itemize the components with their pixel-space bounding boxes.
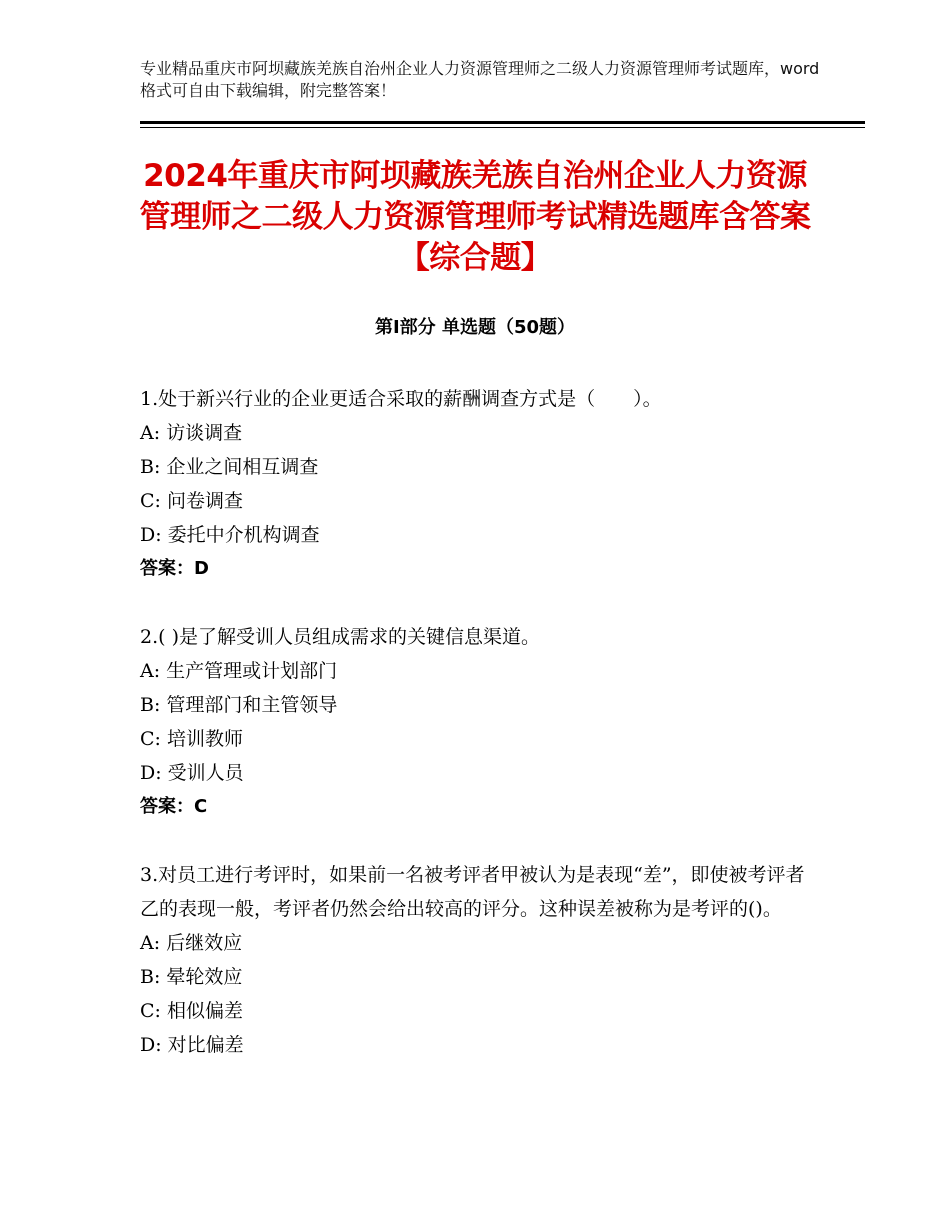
option-c: C: 问卷调查 — [140, 490, 243, 512]
option-d: D: 对比偏差 — [140, 1034, 244, 1056]
header-rule-thick — [140, 121, 865, 124]
question-stem: 2.( )是了解受训人员组成需求的关键信息渠道。 — [140, 626, 540, 648]
option-d: D: 受训人员 — [140, 762, 244, 784]
option-d: D: 委托中介机构调查 — [140, 524, 320, 546]
header-rule-thin — [140, 127, 865, 128]
section-title: 第Ⅰ部分 单选题（50题） — [374, 317, 575, 338]
question-3 — [140, 858, 820, 1062]
question-list — [140, 382, 820, 1096]
answer: 答案：D — [140, 558, 209, 579]
answer: 答案：C — [140, 796, 208, 817]
question-stem: 3.对员工进行考评时，如果前一名被考评者甲被认为是表现“差”，即使被考评者乙的表现一般，考评者仍然会给出较高的评分。这种误差被称为是考评的()。 — [140, 864, 805, 920]
question-1 — [140, 382, 820, 586]
option-a: A: 访谈调查 — [140, 422, 243, 444]
option-c: C: 培训教师 — [140, 728, 243, 750]
option-a: A: 生产管理或计划部门 — [140, 660, 338, 682]
option-b: B: 晕轮效应 — [140, 966, 243, 988]
question-2 — [140, 620, 820, 824]
header-note: 专业精品重庆市阿坝藏族羌族自治州企业人力资源管理师之二级人力资源管理师考试题库，word格式可自由下载编辑，附完整答案！ — [140, 59, 820, 100]
document-title: 2024年重庆市阿坝藏族羌族自治州企业人力资源管理师之二级人力资源管理师考试精选题库含答案【综合题】 — [139, 158, 811, 276]
option-b: B: 管理部门和主管领导 — [140, 694, 338, 716]
option-c: C: 相似偏差 — [140, 1000, 243, 1022]
option-b: B: 企业之间相互调查 — [140, 456, 319, 478]
question-stem: 1.处于新兴行业的企业更适合采取的薪酬调查方式是（ ）。 — [140, 388, 662, 410]
option-a: A: 后继效应 — [140, 932, 243, 954]
